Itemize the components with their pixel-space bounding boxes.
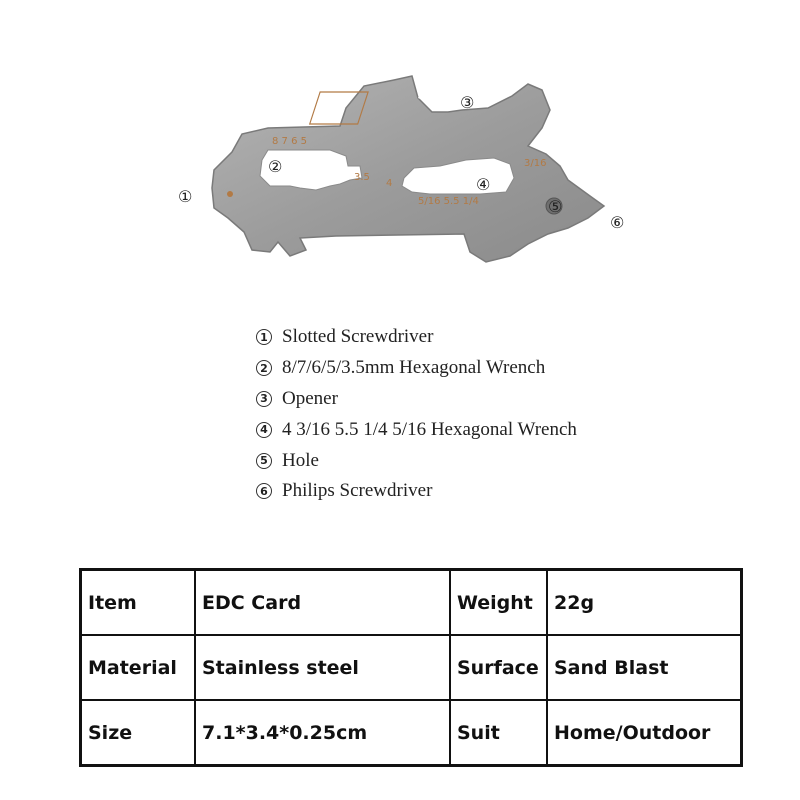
callout-4: ④	[476, 175, 491, 194]
engraving-bottom-sizes: 5/16 5.5 1/4	[418, 196, 479, 207]
callout-5: ⑤	[548, 197, 563, 216]
legend-label: 4 3/16 5.5 1/4 5/16 Hexagonal Wrench	[282, 418, 577, 440]
spec-value-weight: 22g	[547, 570, 742, 636]
edc-tool-illustration	[0, 0, 800, 300]
legend-item-hole	[256, 445, 776, 476]
legend-label: Slotted Screwdriver	[282, 326, 434, 348]
spec-key-size: Size	[81, 700, 196, 766]
legend-item-hex-wrench-metric	[256, 353, 776, 384]
legend-label: Hole	[282, 449, 319, 471]
spec-value-size: 7.1*3.4*0.25cm	[195, 700, 450, 766]
engraving-mid-size: 4	[386, 178, 393, 189]
legend-number: 4	[256, 422, 272, 438]
spec-key-weight: Weight	[450, 570, 547, 636]
engraved-dot	[227, 191, 233, 197]
legend-item-hex-wrench-mixed	[256, 414, 776, 445]
legend-item-slotted-screwdriver	[256, 322, 776, 353]
spec-key-item: Item	[81, 570, 196, 636]
spec-value-surface: Sand Blast	[547, 635, 742, 700]
legend-label: 8/7/6/5/3.5mm Hexagonal Wrench	[282, 357, 546, 379]
legend-item-opener	[256, 384, 776, 415]
engraving-left-size: 3.5	[354, 172, 370, 183]
spec-value-item: EDC Card	[195, 570, 450, 636]
legend-number: 2	[256, 360, 272, 376]
engraving-top-sizes: 8 7 6 5	[272, 136, 307, 147]
spec-key-surface: Surface	[450, 635, 547, 700]
legend-item-philips-screwdriver	[256, 476, 776, 507]
spec-value-suit: Home/Outdoor	[547, 700, 742, 766]
callout-2: ②	[268, 157, 283, 176]
table-row	[81, 700, 742, 766]
opener-notch	[418, 80, 442, 104]
legend-label: Opener	[282, 387, 338, 409]
legend-number: 3	[256, 391, 272, 407]
legend-number: 1	[256, 329, 272, 345]
legend-label: Philips Screwdriver	[282, 480, 433, 502]
spec-key-suit: Suit	[450, 700, 547, 766]
callout-3: ③	[460, 93, 475, 112]
spec-value-material: Stainless steel	[195, 635, 450, 700]
callout-6: ⑥	[610, 213, 625, 232]
engraving-right-size: 3/16	[524, 158, 547, 169]
legend-number: 5	[256, 453, 272, 469]
spec-key-material: Material	[81, 635, 196, 700]
table-row	[81, 570, 742, 636]
legend-number: 6	[256, 483, 272, 499]
callout-1: ①	[178, 187, 193, 206]
feature-legend	[256, 322, 776, 507]
spec-table	[79, 568, 743, 767]
table-row	[81, 635, 742, 700]
